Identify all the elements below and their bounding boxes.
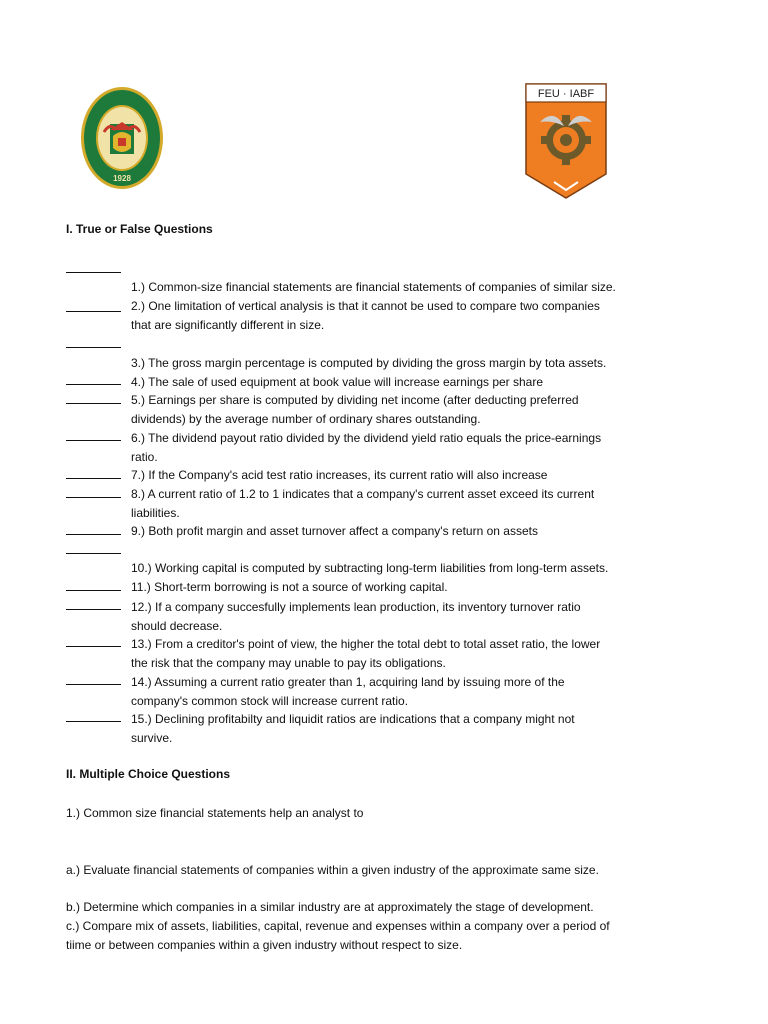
tf-statement: 14.) Assuming a current ratio greater than 1, acquiring land by issuing more of the company's common stock will increase current ratio. (131, 675, 565, 708)
answer-blank[interactable] (66, 311, 121, 312)
tf-statement: 11.) Short-term borrowing is not a source of working capital. (131, 580, 448, 594)
tf-statement: 8.) A current ratio of 1.2 to 1 indicates that a company's current asset exceed its current liabilities. (131, 487, 595, 520)
mc-choice-c: c.) Compare mix of assets, liabilities, capital, revenue and expenses within a company over a period of tiime or between companies within a given industry without respect to size. (66, 919, 610, 952)
tf-statement: 15.) Declining profitabilty and liquidit ratios are indications that a company might not survive. (131, 712, 575, 745)
answer-blank[interactable] (66, 646, 121, 647)
tf-statement: 3.) The gross margin percentage is computed by dividing the gross margin by tota assets. (131, 356, 607, 370)
tf-statement: 4.) The sale of used equipment at book value will increase earnings per share (131, 375, 544, 389)
tf-statement: 13.) From a creditor's point of view, the higher the total debt to total asset ratio, the lower the risk that the company may unable to pay its obligations. (131, 637, 601, 670)
tf-statement: 9.) Both profit margin and asset turnover affect a company's return on assets (131, 524, 538, 538)
section-2-title: II. Multiple Choice Questions (66, 767, 231, 781)
tf-statement: 1.) Common-size financial statements are financial statements of companies of similar size. (131, 280, 616, 294)
mc-choice-a: a.) Evaluate financial statements of companies within a given industry of the approximate same size. (66, 863, 599, 877)
mc-choice-b: b.) Determine which companies in a similar industry are at approximately the stage of development. (66, 900, 594, 914)
answer-blank[interactable] (66, 384, 121, 385)
answer-blank[interactable] (66, 553, 121, 554)
section-1-title: I. True or False Questions (66, 222, 213, 236)
far-eastern-university-seal-logo (80, 86, 164, 190)
answer-blank[interactable] (66, 440, 121, 441)
seal-year-text: 1928 (113, 174, 131, 183)
answer-blank[interactable] (66, 721, 121, 722)
answer-blank[interactable] (66, 590, 121, 591)
answer-blank[interactable] (66, 478, 121, 479)
answer-blank[interactable] (66, 609, 121, 610)
answer-blank[interactable] (66, 272, 121, 273)
answer-blank[interactable] (66, 534, 121, 535)
tf-statement: 10.) Working capital is computed by subtracting long-term liabilities from long-term assets. (131, 561, 609, 575)
answer-blank[interactable] (66, 684, 121, 685)
tf-statement: 7.) If the Company's acid test ratio increases, its current ratio will also increase (131, 468, 548, 482)
tf-statement: 6.) The dividend payout ratio divided by the dividend yield ratio equals the price-earnings ratio. (131, 431, 602, 464)
answer-blank[interactable] (66, 497, 121, 498)
tf-statement: 12.) If a company succesfully implements lean production, its inventory turnover ratio should decrease. (131, 600, 581, 633)
mc-question-1: 1.) Common size financial statements help an analyst to (66, 806, 364, 820)
shield-banner-text: FEU · IABF (537, 88, 595, 100)
tf-statement: 2.) One limitation of vertical analysis is that it cannot be used to compare two companies that are significantly different in size. (131, 299, 600, 332)
feu-iabf-shield-logo (524, 82, 608, 200)
answer-blank[interactable] (66, 403, 121, 404)
answer-blank[interactable] (66, 347, 121, 348)
tf-statement: 5.) Earnings per share is computed by dividing net income (after deducting preferred dividends) by the average number of ordinary shares outstanding. (131, 393, 579, 426)
